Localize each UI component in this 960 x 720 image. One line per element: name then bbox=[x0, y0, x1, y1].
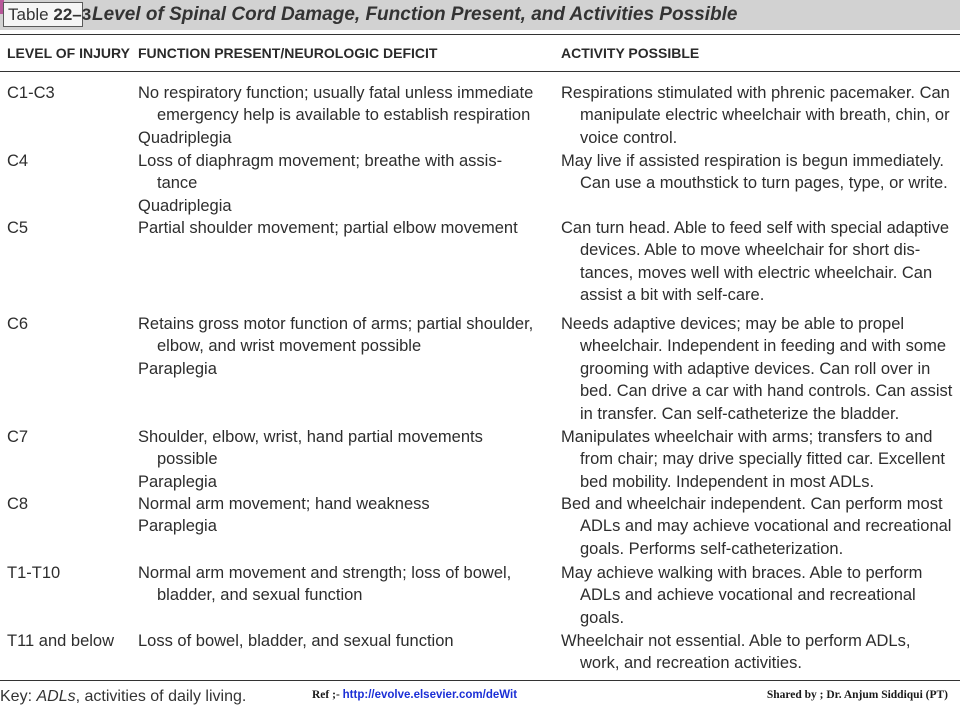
activity-line: goals. Performs self-catheterization. bbox=[580, 539, 844, 558]
activity-line: grooming with adaptive devices. Can roll over in bbox=[580, 359, 931, 378]
function-line: Loss of diaphragm movement; breathe with assis- bbox=[138, 152, 503, 170]
activity-line: Respirations stimulated with phrenic pacemaker. Can bbox=[561, 84, 950, 102]
function-cell bbox=[138, 630, 548, 652]
function-line: tance bbox=[157, 174, 198, 193]
activity-cell bbox=[561, 82, 956, 149]
paralysis-type: Quadriplegia bbox=[138, 196, 232, 215]
table-label: Table bbox=[8, 5, 49, 24]
header-activity-possible: ACTIVITY POSSIBLE bbox=[561, 45, 700, 61]
injury-level: C6 bbox=[7, 315, 29, 333]
header-level-of-injury: LEVEL OF INJURY bbox=[7, 45, 130, 61]
paralysis-type: Paraplegia bbox=[138, 472, 217, 491]
activity-cell bbox=[561, 150, 956, 195]
activity-line: Can use a mouthstick to turn pages, type, or write. bbox=[580, 174, 948, 193]
activity-line: May live if assisted respiration is begun immediately. bbox=[561, 152, 945, 170]
injury-level: C1-C3 bbox=[7, 84, 55, 102]
function-line: Shoulder, elbow, wrist, hand partial movements bbox=[138, 428, 483, 446]
injury-level: C5 bbox=[7, 219, 29, 237]
injury-level: T1-T10 bbox=[7, 564, 61, 582]
function-line: Normal arm movement and strength; loss of bowel, bbox=[138, 564, 512, 582]
title-bar bbox=[0, 0, 960, 30]
function-line: elbow, and wrist movement possible bbox=[157, 337, 422, 356]
activity-line: ADLs and may achieve vocational and recreational bbox=[580, 517, 952, 536]
reference-label: Ref ;- bbox=[312, 689, 343, 701]
injury-level: C7 bbox=[7, 428, 29, 446]
function-cell bbox=[138, 562, 548, 607]
function-cell bbox=[138, 313, 548, 380]
activity-line: May achieve walking with braces. Able to perform bbox=[561, 564, 923, 582]
injury-level: C4 bbox=[7, 152, 29, 170]
activity-cell bbox=[561, 630, 956, 675]
activity-line: goals. bbox=[580, 608, 625, 627]
key-term: ADLs bbox=[36, 688, 76, 705]
column-header-row bbox=[0, 34, 960, 72]
activity-line: Manipulates wheelchair with arms; transfers to and bbox=[561, 428, 933, 446]
reference-link[interactable]: http://evolve.elsevier.com/deWit bbox=[342, 689, 518, 701]
activity-line: voice control. bbox=[580, 128, 678, 147]
paralysis-type: Paraplegia bbox=[138, 517, 217, 536]
paralysis-type: Quadriplegia bbox=[138, 128, 232, 147]
activity-line: devices. Able to move wheelchair for short dis- bbox=[580, 241, 921, 260]
activity-line: tances, moves well with electric wheelchair. Can bbox=[580, 263, 933, 282]
function-line: Normal arm movement; hand weakness bbox=[138, 495, 430, 513]
activity-line: Needs adaptive devices; may be able to propel bbox=[561, 315, 905, 333]
function-line: bladder, and sexual function bbox=[157, 586, 363, 605]
function-cell bbox=[138, 493, 548, 538]
function-line: Loss of bowel, bladder, and sexual function bbox=[138, 632, 454, 650]
table-number-tag bbox=[3, 2, 92, 27]
injury-level: C8 bbox=[7, 495, 29, 513]
activity-line: ADLs and achieve vocational and recreational bbox=[580, 586, 916, 605]
function-line: possible bbox=[157, 450, 218, 469]
paralysis-type: Paraplegia bbox=[138, 359, 217, 378]
activity-cell bbox=[561, 313, 956, 425]
activity-line: Can turn head. Able to feed self with special adaptive bbox=[561, 219, 949, 237]
activity-line: manipulate electric wheelchair with breath, chin, or bbox=[580, 106, 950, 125]
activity-line: Wheelchair not essential. Able to perform ADLs, bbox=[561, 632, 911, 650]
function-line: Partial shoulder movement; partial elbow movement bbox=[138, 219, 518, 237]
activity-cell bbox=[561, 217, 956, 307]
activity-line: in transfer. Can self-catheterize the bladder. bbox=[580, 404, 900, 423]
key-definition: , activities of daily living. bbox=[75, 688, 247, 705]
function-line: Retains gross motor function of arms; partial shoulder, bbox=[138, 315, 534, 333]
function-line: emergency help is available to establish respiration bbox=[157, 106, 531, 125]
activity-cell bbox=[561, 426, 956, 493]
key-prefix: Key: bbox=[0, 688, 37, 705]
reference bbox=[312, 689, 517, 701]
activity-line: from chair; may drive specially fitted car. Excellent bbox=[580, 450, 945, 469]
function-cell bbox=[138, 426, 548, 493]
table-number: 22–3 bbox=[53, 5, 92, 24]
activity-cell bbox=[561, 493, 956, 560]
activity-line: assist a bit with self-care. bbox=[580, 286, 765, 305]
table-title: Level of Spinal Cord Damage, Function Present, and Activities Possible bbox=[92, 4, 738, 25]
shared-by-credit: Shared by ; Dr. Anjum Siddiqui (PT) bbox=[766, 689, 948, 701]
activity-line: bed mobility. Independent in most ADLs. bbox=[580, 472, 875, 491]
function-cell bbox=[138, 82, 548, 149]
injury-level: T11 and below bbox=[7, 632, 115, 650]
activity-line: work, and recreation activities. bbox=[580, 654, 802, 673]
header-function-present: FUNCTION PRESENT/NEUROLOGIC DEFICIT bbox=[138, 45, 438, 61]
function-cell bbox=[138, 217, 548, 239]
activity-line: Bed and wheelchair independent. Can perform most bbox=[561, 495, 943, 513]
function-line: No respiratory function; usually fatal unless immediate bbox=[138, 84, 534, 102]
footer-divider bbox=[0, 680, 960, 681]
key-note bbox=[0, 688, 246, 706]
activity-cell bbox=[561, 562, 956, 629]
activity-line: wheelchair. Independent in feeding and with some bbox=[580, 337, 947, 356]
function-cell bbox=[138, 150, 548, 217]
activity-line: bed. Can drive a car with hand controls. Can assist bbox=[580, 382, 953, 401]
